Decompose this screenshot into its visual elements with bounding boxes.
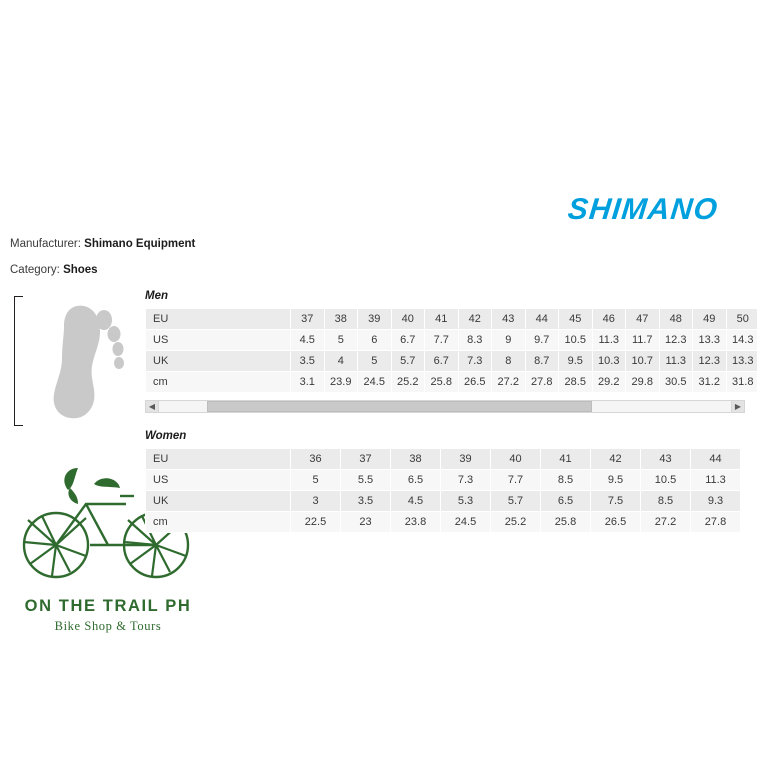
manufacturer-line: [10, 238, 195, 250]
cell: 5.5: [341, 470, 391, 491]
cell: 31.2: [693, 372, 727, 393]
cell: 3.1: [291, 372, 325, 393]
cell: 3: [291, 491, 341, 512]
category-value: Shoes: [63, 264, 98, 276]
table-row: [146, 491, 741, 512]
cell: 23: [341, 512, 391, 533]
cell: 3.5: [341, 491, 391, 512]
cell: 24.5: [358, 372, 392, 393]
cell: 5: [358, 351, 392, 372]
cell: 47: [626, 309, 660, 330]
cell: 6.5: [541, 491, 591, 512]
cell: 23.8: [391, 512, 441, 533]
cell: 8.5: [641, 491, 691, 512]
women-size-table-block: [145, 430, 741, 533]
women-size-table: [145, 448, 741, 533]
cell: 39: [358, 309, 392, 330]
cell: 44: [691, 449, 741, 470]
cell: 6: [358, 330, 392, 351]
shop-name: ON THE TRAIL PH: [24, 597, 192, 615]
cell: 6.5: [391, 470, 441, 491]
cell: 37: [291, 309, 325, 330]
table-row: [146, 470, 741, 491]
table-row: [146, 512, 741, 533]
women-table-title: Women: [145, 430, 187, 442]
cell: 9.7: [525, 330, 559, 351]
cell: 4.5: [291, 330, 325, 351]
scrollbar-thumb[interactable]: [207, 401, 592, 412]
cell: 7.7: [491, 470, 541, 491]
cell: 7.3: [458, 351, 492, 372]
cell: 8: [492, 351, 526, 372]
cell: 7.3: [441, 470, 491, 491]
shop-tagline: Bike Shop & Tours: [54, 619, 162, 633]
scroll-right-arrow-icon[interactable]: ▶: [731, 401, 744, 412]
cell: 5: [324, 330, 358, 351]
cell: 11.3: [691, 470, 741, 491]
cell: 38: [391, 449, 441, 470]
cell: 10.5: [559, 330, 593, 351]
cell: 12.3: [659, 330, 693, 351]
cell: 27.8: [525, 372, 559, 393]
cell: 46: [592, 309, 626, 330]
cell: 29.8: [626, 372, 660, 393]
cell: 6.7: [391, 330, 425, 351]
cell: 28.5: [559, 372, 593, 393]
cell: 5.3: [441, 491, 491, 512]
cell: 10.5: [641, 470, 691, 491]
scrollbar-track[interactable]: [159, 401, 731, 412]
table-row: [146, 330, 757, 351]
cell: 11.3: [592, 330, 626, 351]
men-size-table-block: [145, 290, 757, 393]
men-size-table: [145, 308, 757, 393]
cell: 8.3: [458, 330, 492, 351]
men-table-title: Men: [145, 290, 168, 302]
table-row: [146, 351, 757, 372]
row-label: US: [146, 330, 291, 351]
cell: 13.3: [693, 330, 727, 351]
cell: 25.8: [425, 372, 459, 393]
scroll-left-arrow-icon[interactable]: ◀: [146, 401, 159, 412]
cell: 13.3: [726, 351, 757, 372]
cell: 11.7: [626, 330, 660, 351]
cell: 25.8: [541, 512, 591, 533]
row-label: EU: [146, 449, 291, 470]
cell: 10.3: [592, 351, 626, 372]
cell: 48: [659, 309, 693, 330]
cell: 42: [458, 309, 492, 330]
cell: 50: [726, 309, 757, 330]
table-row: [146, 372, 757, 393]
cell: 44: [525, 309, 559, 330]
cell: 37: [341, 449, 391, 470]
cell: 38: [324, 309, 358, 330]
cell: 41: [425, 309, 459, 330]
cell: 11.3: [659, 351, 693, 372]
cell: 43: [492, 309, 526, 330]
row-label: cm: [146, 512, 291, 533]
cell: 40: [491, 449, 541, 470]
table-row: [146, 309, 757, 330]
cell: 8.5: [541, 470, 591, 491]
row-label: US: [146, 470, 291, 491]
cell: 23.9: [324, 372, 358, 393]
cell: 8.7: [525, 351, 559, 372]
cell: 4: [324, 351, 358, 372]
cell: 39: [441, 449, 491, 470]
category-label: Category:: [10, 264, 60, 276]
cell: 5: [291, 470, 341, 491]
cell: 26.5: [458, 372, 492, 393]
cell: 5.7: [391, 351, 425, 372]
category-line: [10, 264, 98, 276]
row-label: EU: [146, 309, 291, 330]
cell: 9.5: [591, 470, 641, 491]
cell: 27.2: [641, 512, 691, 533]
cell: 41: [541, 449, 591, 470]
cell: 6.7: [425, 351, 459, 372]
cell: 7.7: [425, 330, 459, 351]
cell: 25.2: [491, 512, 541, 533]
length-bracket-icon: [14, 296, 23, 426]
cell: 7.5: [591, 491, 641, 512]
row-label: UK: [146, 351, 291, 372]
cell: 30.5: [659, 372, 693, 393]
row-label: UK: [146, 491, 291, 512]
cell: 9: [492, 330, 526, 351]
manufacturer-value: Shimano Equipment: [84, 238, 196, 250]
table-row: [146, 449, 741, 470]
cell: 29.2: [592, 372, 626, 393]
cell: 42: [591, 449, 641, 470]
cell: 27.2: [492, 372, 526, 393]
footprint-icon: [30, 296, 140, 426]
cell: 5.7: [491, 491, 541, 512]
cell: 40: [391, 309, 425, 330]
cell: 45: [559, 309, 593, 330]
cell: 12.3: [693, 351, 727, 372]
cell: 27.8: [691, 512, 741, 533]
cell: 26.5: [591, 512, 641, 533]
cell: 9.5: [559, 351, 593, 372]
cell: 43: [641, 449, 691, 470]
cell: 10.7: [626, 351, 660, 372]
men-table-horizontal-scrollbar[interactable]: [145, 400, 745, 413]
row-label: cm: [146, 372, 291, 393]
cell: 4.5: [391, 491, 441, 512]
shimano-logo: SHIMANO: [566, 193, 720, 226]
cell: 14.3: [726, 330, 757, 351]
cell: 31.8: [726, 372, 757, 393]
cell: 22.5: [291, 512, 341, 533]
cell: 36: [291, 449, 341, 470]
foot-illustration: [14, 296, 134, 426]
cell: 24.5: [441, 512, 491, 533]
cell: 3.5: [291, 351, 325, 372]
cell: 9.3: [691, 491, 741, 512]
cell: 25.2: [391, 372, 425, 393]
manufacturer-label: Manufacturer:: [10, 238, 81, 250]
cell: 49: [693, 309, 727, 330]
